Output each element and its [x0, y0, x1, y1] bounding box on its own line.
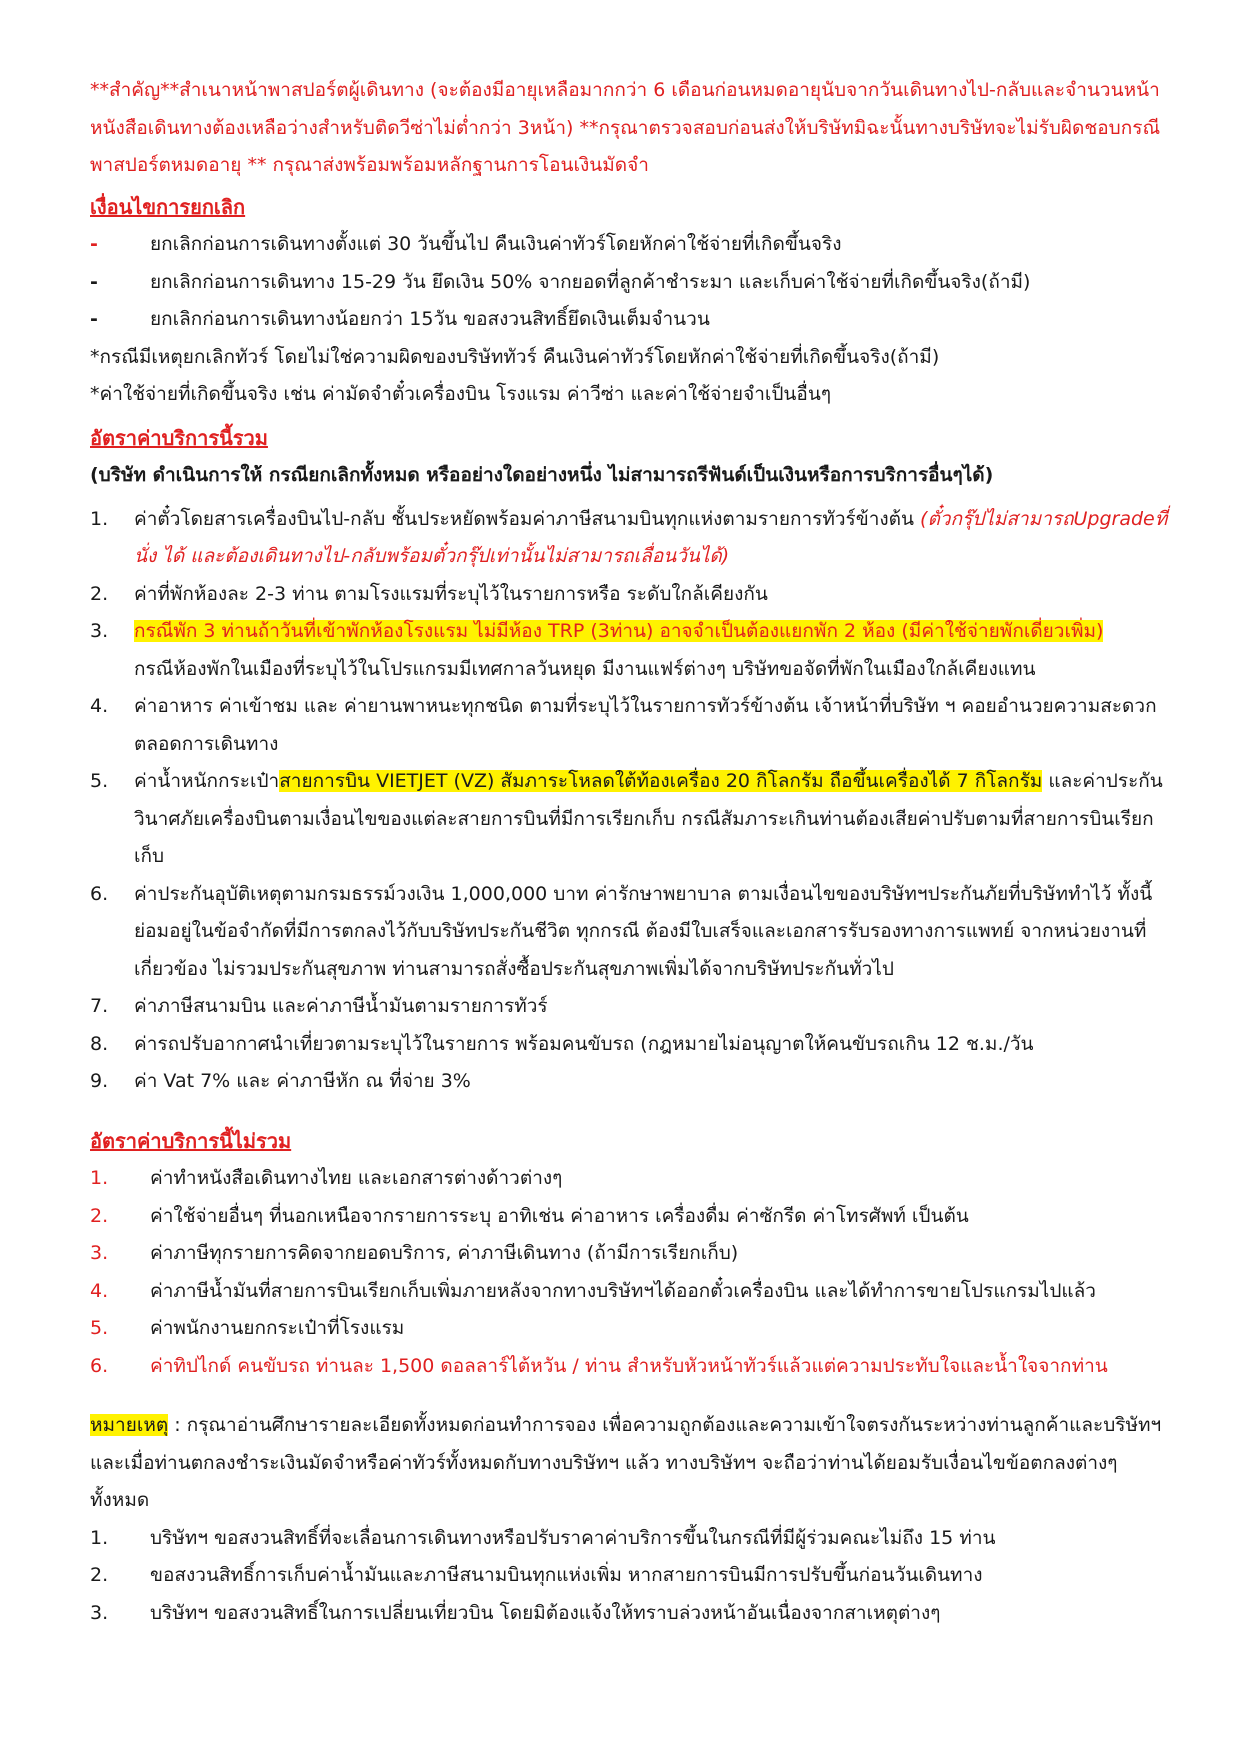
excluded-item: 2. ค่าใช้จ่ายอื่นๆ ที่นอกเหนือจากรายการระบุ อาทิเช่น ค่าอาหาร เครื่องดื่ม ค่าซักรีด ค่าโทรศัพท์ เป็นต้น [90, 1204, 969, 1227]
cancel-item: - ยกเลิกก่อนการเดินทาง 15-29 วัน ยึดเงิน 50% จากยอดที่ลูกค้าชำระมา และเก็บค่าใช้จ่ายที่เกิดขึ้นจริง(ถ้ามี) [90, 264, 1180, 302]
cancel-note: *กรณีมีเหตุยกเลิกทัวร์ โดยไม่ใช่ความผิดของบริษัททัวร์ คืนเงินค่าทัวร์โดยหักค่าใช้จ่ายที่เกิดขึ้นจริง(ถ้ามี) [90, 345, 940, 368]
included-item: 3. กรณีพัก 3 ท่านถ้าวันที่เข้าพักห้องโรงแรม ไม่มีห้อง TRP (3ท่าน) อาจจำเป็นต้องแยกพัก 2 ห้อง (มีค่าใช้จ่ายพักเดี่ยวเพิ่ม) กรณีห้องพักในเมืองที่ระบุไว้ในโปรแกรมมีเทศกาลวันหยุด มีงานแฟร์ต่างๆ บริษัทขอจัดที่พักในเมืองใกล้เคียงแทน [90, 620, 1104, 680]
remark-label: หมายเหตุ [90, 1414, 169, 1436]
included-item: 7. ค่าภาษีสนามบิน และค่าภาษีน้ำมันตามรายการทัวร์ [90, 995, 548, 1017]
excluded-item: 1. ค่าทำหนังสือเดินทางไทย และเอกสารต่างด้าวต่างๆ [90, 1167, 563, 1189]
included-item: 2. ค่าที่พักห้องละ 2-3 ท่าน ตามโรงแรมที่ระบุไว้ในรายการหรือ ระดับใกล้เคียงกัน [90, 582, 768, 605]
cancel-note: *ค่าใช้จ่ายที่เกิดขึ้นจริง เช่น ค่ามัดจำตั๋วเครื่องบิน โรงแรม ค่าวีซ่า และค่าใช้จ่ายจำเป็นอื่นๆ [90, 383, 832, 405]
dash-marker: - [90, 233, 98, 255]
included-item: 4. ค่าอาหาร ค่าเข้าชม และ ค่ายานพาหนะทุกชนิด ตามที่ระบุไว้ในรายการทัวร์ข้างต้น เจ้าหน้าที่บริษัท ฯ คอยอำนวยความสะดวกตลอดการเดินทาง [90, 695, 1157, 755]
remark-item: 3. บริษัทฯ ขอสงวนสิทธิ์ในการเปลี่ยนเที่ยวบิน โดยมิต้องแจ้งให้ทราบล่วงหน้าอันเนื่องจากสาเหตุต่างๆ [90, 1601, 941, 1624]
included-item: 1. ค่าตั๋วโดยสารเครื่องบินไป-กลับ ชั้นประหยัดพร้อมค่าภาษีสนามบินทุกแห่งตามรายการทัวร์ข้างต้น (ตั๋วกรุ๊ปไม่สามารถUpgradeที่นั่ง ได้ และต้องเดินทางไป-กลับพร้อมตั๋วกรุ๊ปเท่านั้นไม่สามารถเลื่อนวันได้) [90, 507, 1168, 567]
included-item: 8. ค่ารถปรับอากาศนำเที่ยวตามระบุไว้ในรายการ พร้อมคนขับรถ (กฎหมายไม่อนุญาตให้คนขับรถเกิน 12 ช.ม./วัน [90, 1032, 1034, 1055]
included-item: 6. ค่าประกันอุบัติเหตุตามกรมธรรม์วงเงิน 1,000,000 บาท ค่ารักษาพยาบาล ตามเงื่อนไขของบริษัทฯประกันภัยที่บริษัททำไว้ ทั้งนี้ย่อมอยู่ในข้อจำกัดที่มีการตกลงไว้กับบริษัทประกันชีวิต ทุกกรณี ต้องมีใบเสร็จและเอกสารรับรองทางการแพทย์ จากหน่วยงานที่เกี่ยวข้อง ไม่รวมประกันสุขภาพ ท่านสามารถสั่งซื้อประกันสุขภาพเพิ่มได้จากบริษัทประกันทั่วไป [90, 882, 1153, 980]
included-item: 5. ค่าน้ำหนักกระเป๋าสายการบิน VIETJET (VZ) สัมภาระโหลดใต้ท้องเครื่อง 20 กิโลกรัม ถือขึ้นเครื่องได้ 7 กิโลกรัม และค่าประกันวินาศภัยเครื่องบินตามเงื่อนไขของแต่ละสายการบินที่มีการเรียกเก็บ กรณีสัมภาระเกินท่านต้องเสียค่าปรับตามที่สายการบินเรียกเก็บ [90, 770, 1163, 867]
excluded-item: 4. ค่าภาษีน้ำมันที่สายการบินเรียกเก็บเพิ่มภายหลังจากทางบริษัทฯได้ออกตั๋วเครื่องบิน และได้ทำการขายโปรแกรมไปแล้ว [90, 1279, 1096, 1302]
included-heading: อัตราค่าบริการนี้รวม [90, 425, 268, 450]
dash-marker: - [90, 270, 98, 293]
cancel-heading: เงื่อนไขการยกเลิก [90, 194, 246, 219]
included-subtitle: (บริษัท ดำเนินการให้ กรณียกเลิกทั้งหมด หรืออย่างใดอย่างหนึ่ง ไม่สามารถรีฟันด์เป็นเงินหรือการบริการอื่นๆได้) [90, 464, 994, 486]
remark-paragraph: หมายเหตุ : กรุณาอ่านศึกษารายละเอียดทั้งหมดก่อนทำการจอง เพื่อความถูกต้องและความเข้าใจตรงกันระหว่างท่านลูกค้าและบริษัทฯ และเมื่อท่านตกลงชำระเงินมัดจำหรือค่าทัวร์ทั้งหมดกับทางบริษัทฯ แล้ว ทางบริษัทฯ จะถือว่าท่านได้ยอมรับเงื่อนไขข้อตกลงต่างๆ ทั้งหมด [90, 1414, 1162, 1511]
excluded-heading: อัตราค่าบริการนี้ไม่รวม [90, 1128, 292, 1153]
highlight-text: สายการบิน VIETJET (VZ) สัมภาระโหลดใต้ท้องเครื่อง 20 กิโลกรัม ถือขึ้นเครื่องได้ 7 กิโลกรัม [279, 770, 1043, 792]
excluded-item: 5. ค่าพนักงานยกกระเป๋าที่โรงแรม [90, 1317, 405, 1339]
remark-item: 2. ขอสงวนสิทธิ์การเก็บค่าน้ำมันและภาษีสนามบินทุกแห่งเพิ่ม หากสายการบินมีการปรับขึ้นก่อนวันเดินทาง [90, 1564, 983, 1586]
cancel-item: - ยกเลิกก่อนการเดินทางตั้งแต่ 30 วันขึ้นไป คืนเงินค่าทัวร์โดยหักค่าใช้จ่ายที่เกิดขึ้นจริง [90, 226, 1180, 264]
excluded-item: 6. ค่าทิปไกด์ คนขับรถ ท่านละ 1,500 ดอลลาร์ไต้หวัน / ท่าน สำหรับหัวหน้าทัวร์แล้วแต่ความประทับใจและน้ำใจจากท่าน [90, 1354, 1108, 1377]
cancel-item: - ยกเลิกก่อนการเดินทางน้อยกว่า 15วัน ขอสงวนสิทธิ์ยึดเงินเต็มจำนวน [90, 301, 1180, 339]
included-item: 9. ค่า Vat 7% และ ค่าภาษีหัก ณ ที่จ่าย 3% [90, 1070, 471, 1092]
excluded-item: 3. ค่าภาษีทุกรายการคิดจากยอดบริการ, ค่าภาษีเดินทาง (ถ้ามีการเรียกเก็บ) [90, 1242, 739, 1264]
document-page [90, 72, 1180, 1632]
remark-item: 1. บริษัทฯ ขอสงวนสิทธิ์ที่จะเลื่อนการเดินทางหรือปรับราคาค่าบริการขึ้นในกรณีที่มีผู้ร่วมคณะไม่ถึง 15 ท่าน [90, 1526, 996, 1549]
dash-marker: - [90, 308, 98, 330]
passport-notice: **สำคัญ**สำเนาหน้าพาสปอร์ตผู้เดินทาง (จะต้องมีอายุเหลือมากกว่า 6 เดือนก่อนหมดอายุนับจากวันเดินทางไป-กลับและจำนวนหน้าหนังสือเดินทางต้องเหลือว่างสำหรับติดวีซ่าไม่ต่ำกว่า 3หน้า) **กรุณาตรวจสอบก่อนส่งให้บริษัทมิฉะนั้นทางบริษัทจะไม่รับผิดชอบกรณีพาสปอร์ตหมดอายุ ** กรุณาส่งพร้อมพร้อมหลักฐานการโอนเงินมัดจำ [90, 79, 1161, 176]
highlight-text: กรณีพัก 3 ท่านถ้าวันที่เข้าพักห้องโรงแรม ไม่มีห้อง TRP (3ท่าน) อาจจำเป็นต้องแยกพัก 2 ห้อง (มีค่าใช้จ่ายพักเดี่ยวเพิ่ม) [134, 620, 1104, 642]
